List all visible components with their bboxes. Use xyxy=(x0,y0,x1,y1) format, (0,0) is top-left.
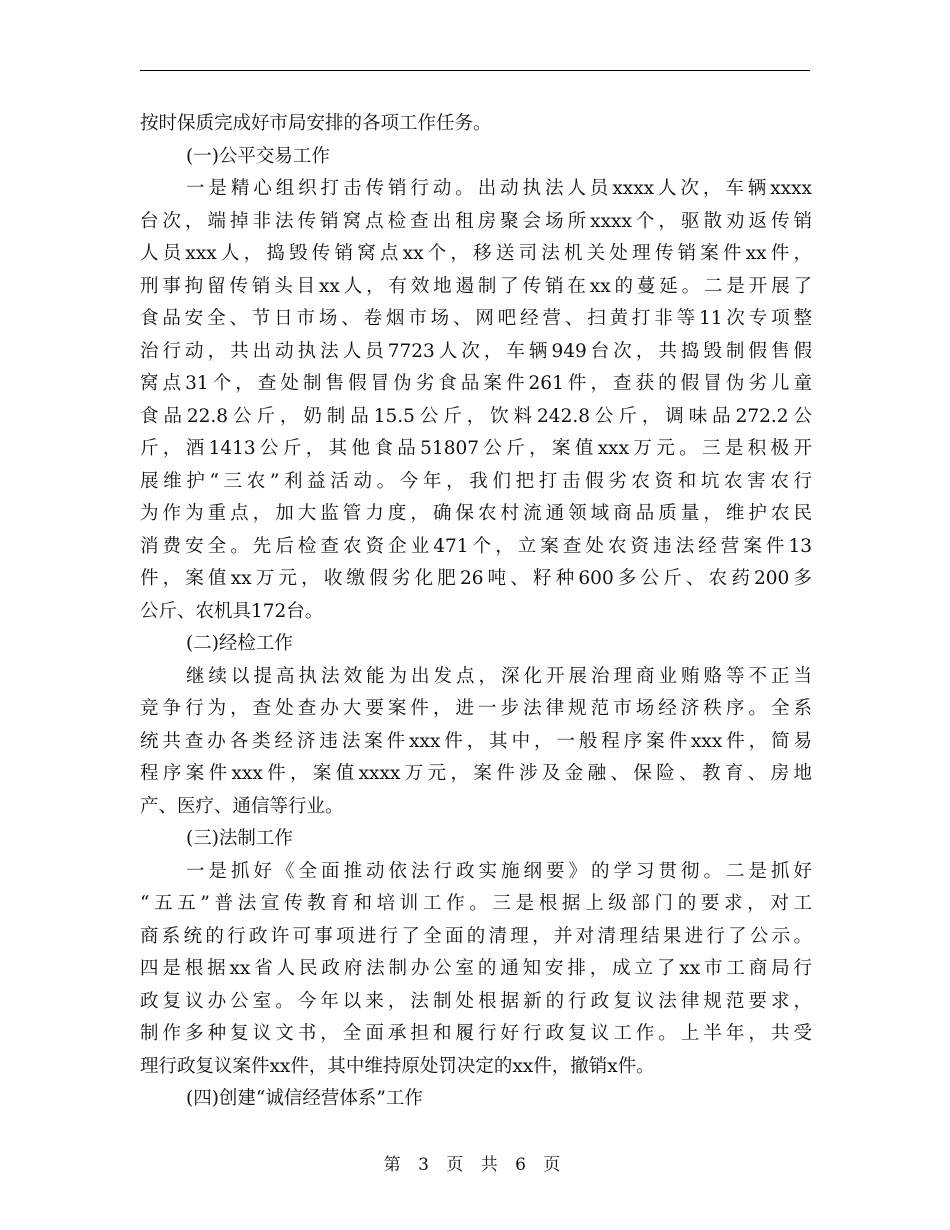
section-heading-fair-trade: (一)公平交易工作 xyxy=(186,145,330,167)
text-line-06: 刑事拘留传销头目xx人，有效地遏制了传销在xx的蔓延。二是开展了 xyxy=(140,275,812,297)
text-line-22: 产、医疗、通信等行业。 xyxy=(140,795,344,817)
section-heading-legal: (三)法制工作 xyxy=(186,828,293,849)
text-line-30: 理行政复议案件xx件，其中维持原处罚决定的xx件，撤销x件。 xyxy=(140,1055,655,1077)
text-line-18: 继续以提高执法效能为出发点，深化开展治理商业贿赂等不正当 xyxy=(186,665,812,687)
text-line-08: 治行动，共出动执法人员7723人次，车辆949台次，共捣毁制假售假 xyxy=(140,340,812,362)
header-rule xyxy=(140,70,810,71)
text-line-10: 食品22.8公斤，奶制品15.5公斤，饮料242.8公斤，调味品272.2公 xyxy=(140,405,812,427)
text-line-26: 商系统的行政许可事项进行了全面的清理，并对清理结果进行了公示。 xyxy=(140,925,812,947)
text-line-13: 为作为重点，加大监管力度，确保农村流通领域商品质量，维护农民 xyxy=(140,503,812,524)
text-line-14: 消费安全。先后检查农资企业471个，立案查处农资违法经营案件13 xyxy=(140,535,812,557)
text-line-24: 一是抓好《全面推动依法行政实施纲要》的学习贯彻。二是抓好 xyxy=(186,860,812,882)
text-line-29: 制作多种复议文书，全面承担和履行好行政复议工作。上半年，共受 xyxy=(140,1023,812,1044)
text-line-20: 统共查办各类经济违法案件xxx件，其中，一般程序案件xxx件，简易 xyxy=(140,730,812,752)
text-line-15: 件，案值xx万元，收缴假劣化肥26吨、籽种600多公斤、农药200多 xyxy=(140,568,812,589)
text-line-19: 竞争行为，查处查办大要案件，进一步法律规范市场经济秩序。全系 xyxy=(140,698,812,719)
text-line-28: 政复议办公室。今年以来，法制处根据新的行政复议法律规范要求， xyxy=(140,990,812,1012)
text-line-27: 四是根据xx省人民政府法制办公室的通知安排，成立了xx市工商局行 xyxy=(140,958,812,979)
text-line-25: “五五”普法宣传教育和培训工作。三是根据上级部门的要求，对工 xyxy=(140,893,812,914)
document-body xyxy=(140,108,812,1116)
text-line-16: 公斤、农机具172台。 xyxy=(140,600,324,622)
text-line-09: 窝点31个，查处制售假冒伪劣食品案件261件，查获的假冒伪劣儿童 xyxy=(140,373,812,394)
text-line-11: 斤，酒1413公斤，其他食品51807公斤，案值xxx万元。三是积极开 xyxy=(140,438,812,459)
page-number-footer: 第 3 页 共 6 页 xyxy=(383,1155,567,1175)
text-line-01: 按时保质完成好市局安排的各项工作任务。 xyxy=(140,113,492,134)
text-line-04: 台次，端掉非法传销窝点检查出租房聚会场所xxxx个，驱散劝返传销 xyxy=(140,210,812,232)
section-heading-integrity: (四)创建“诚信经营体系”工作 xyxy=(186,1088,423,1109)
text-line-07: 食品安全、节日市场、卷烟市场、网吧经营、扫黄打非等11次专项整 xyxy=(140,308,812,329)
text-line-05: 人员xxx人，捣毁传销窝点xx个，移送司法机关处理传销案件xx件， xyxy=(140,243,812,264)
text-line-12: 展维护“三农”利益活动。今年，我们把打击假劣农资和坑农害农行 xyxy=(140,470,812,492)
section-heading-economic-inspection: (二)经检工作 xyxy=(186,633,293,654)
text-line-03: 一是精心组织打击传销行动。出动执法人员xxxx人次，车辆xxxx xyxy=(186,178,812,199)
text-line-21: 程序案件xxx件，案值xxxx万元，案件涉及金融、保险、教育、房地 xyxy=(140,763,812,784)
